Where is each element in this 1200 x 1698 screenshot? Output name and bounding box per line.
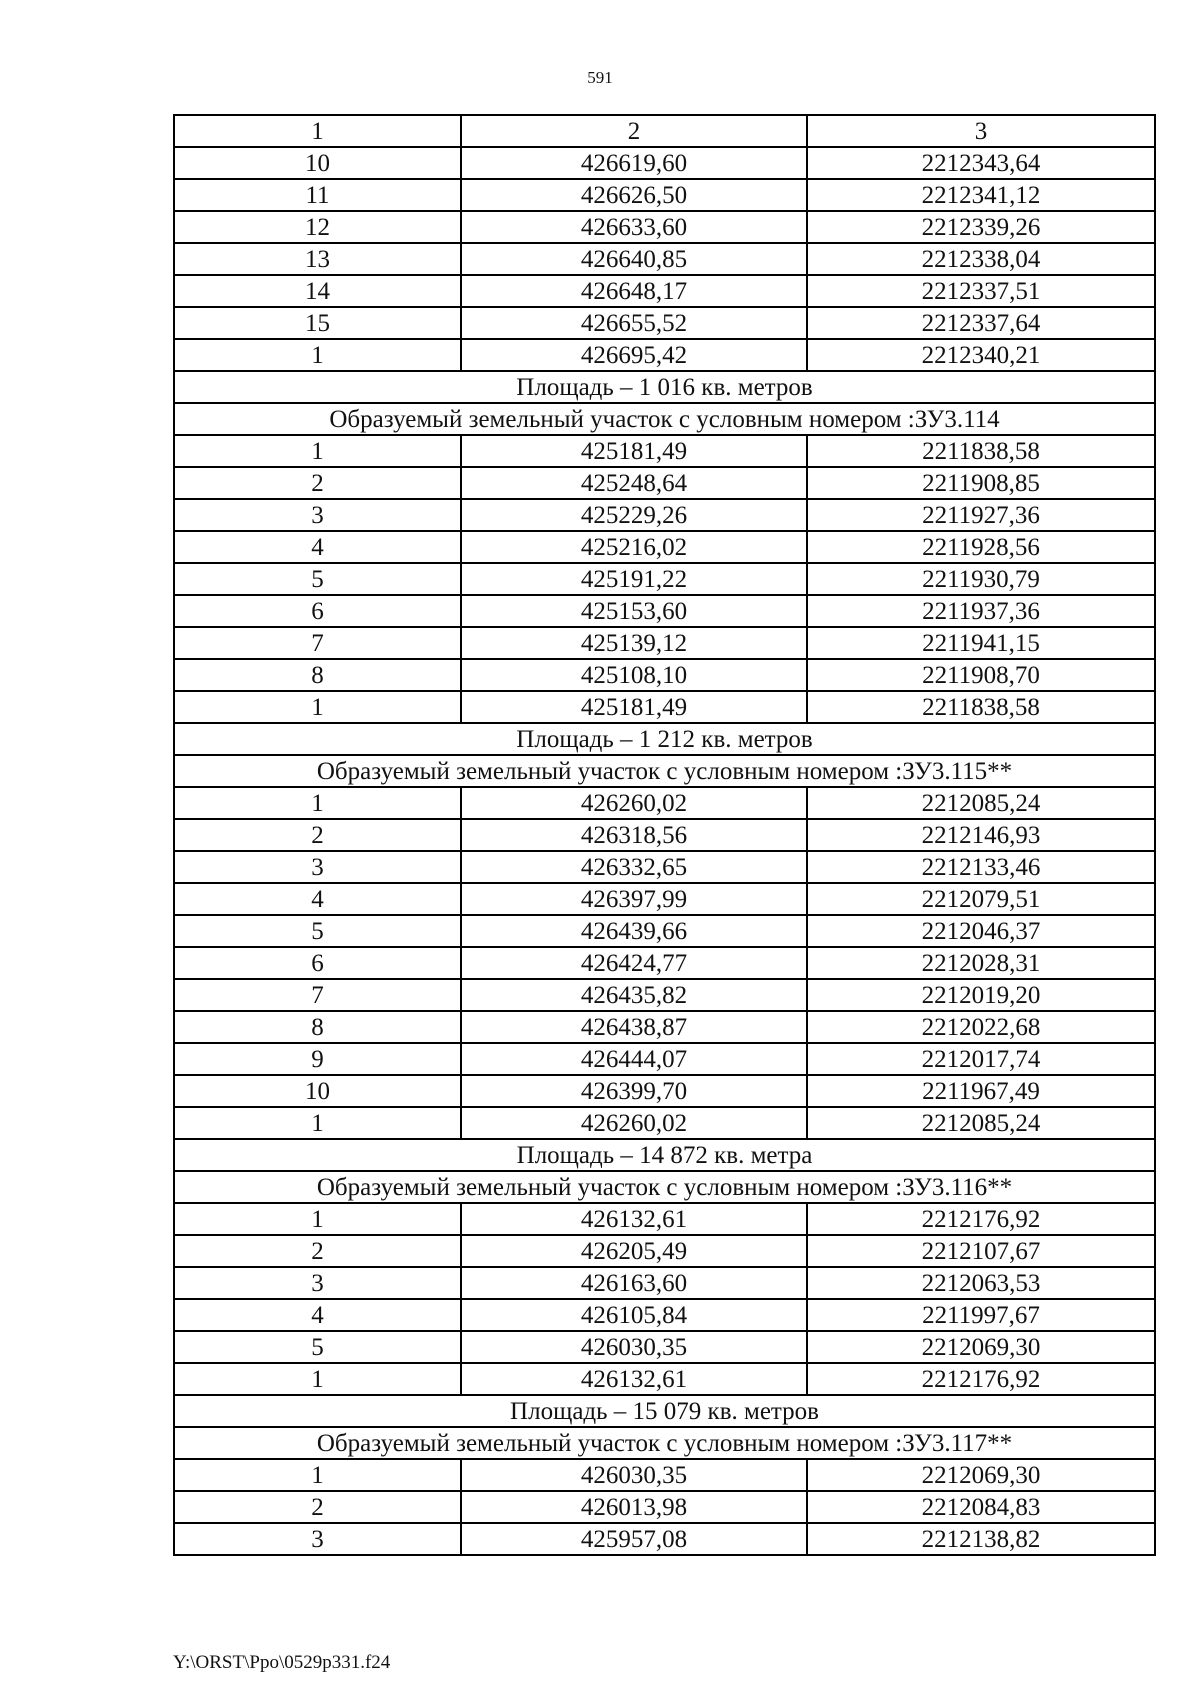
x-coordinate-cell: 426438,87 [461, 1011, 807, 1043]
table-row [174, 1267, 1155, 1299]
point-number-cell: 1 [174, 787, 461, 819]
x-coordinate-cell: 426132,61 [461, 1363, 807, 1395]
y-coordinate-cell: 2211838,58 [807, 435, 1155, 467]
point-number-cell: 10 [174, 147, 461, 179]
table-row [174, 915, 1155, 947]
point-number-cell: 1 [174, 435, 461, 467]
parcel-title: Образуемый земельный участок с условным номером :ЗУ3.114 [174, 403, 1155, 435]
y-coordinate-cell: 2212146,93 [807, 819, 1155, 851]
y-coordinate-cell: 2212107,67 [807, 1235, 1155, 1267]
y-coordinate-cell: 2212337,51 [807, 275, 1155, 307]
area-row [174, 1395, 1155, 1427]
x-coordinate-cell: 425153,60 [461, 595, 807, 627]
x-coordinate-cell: 426205,49 [461, 1235, 807, 1267]
table-row [174, 1523, 1155, 1555]
y-coordinate-cell: 2211930,79 [807, 563, 1155, 595]
x-coordinate-cell: 426626,50 [461, 179, 807, 211]
table-row [174, 1107, 1155, 1139]
area-value: Площадь – 1 016 кв. метров [174, 371, 1155, 403]
x-coordinate-cell: 426132,61 [461, 1203, 807, 1235]
point-number-cell: 10 [174, 1075, 461, 1107]
y-coordinate-cell: 2212338,04 [807, 243, 1155, 275]
y-coordinate-cell: 2212176,92 [807, 1363, 1155, 1395]
x-coordinate-cell: 426260,02 [461, 787, 807, 819]
table-row [174, 563, 1155, 595]
x-coordinate-cell: 426163,60 [461, 1267, 807, 1299]
table-row [174, 851, 1155, 883]
table-row [174, 1331, 1155, 1363]
y-coordinate-cell: 2212337,64 [807, 307, 1155, 339]
column-number-3: 3 [807, 115, 1155, 147]
point-number-cell: 3 [174, 499, 461, 531]
x-coordinate-cell: 426013,98 [461, 1491, 807, 1523]
table-row [174, 883, 1155, 915]
table-row [174, 787, 1155, 819]
point-number-cell: 4 [174, 883, 461, 915]
x-coordinate-cell: 426260,02 [461, 1107, 807, 1139]
table-row [174, 1459, 1155, 1491]
point-number-cell: 1 [174, 691, 461, 723]
table-row [174, 243, 1155, 275]
table-row [174, 179, 1155, 211]
point-number-cell: 2 [174, 819, 461, 851]
table-row [174, 947, 1155, 979]
point-number-cell: 5 [174, 1331, 461, 1363]
table-row [174, 1011, 1155, 1043]
parcel-title-row [174, 403, 1155, 435]
point-number-cell: 14 [174, 275, 461, 307]
y-coordinate-cell: 2212343,64 [807, 147, 1155, 179]
parcel-title: Образуемый земельный участок с условным номером :ЗУ3.117** [174, 1427, 1155, 1459]
x-coordinate-cell: 426424,77 [461, 947, 807, 979]
area-row [174, 371, 1155, 403]
y-coordinate-cell: 2212085,24 [807, 787, 1155, 819]
point-number-cell: 12 [174, 211, 461, 243]
y-coordinate-cell: 2211928,56 [807, 531, 1155, 563]
x-coordinate-cell: 426655,52 [461, 307, 807, 339]
x-coordinate-cell: 425248,64 [461, 467, 807, 499]
x-coordinate-cell: 425181,49 [461, 691, 807, 723]
x-coordinate-cell: 425229,26 [461, 499, 807, 531]
y-coordinate-cell: 2212022,68 [807, 1011, 1155, 1043]
coordinates-table-body [174, 115, 1155, 1555]
point-number-cell: 3 [174, 1267, 461, 1299]
point-number-cell: 1 [174, 1203, 461, 1235]
table-row [174, 1491, 1155, 1523]
parcel-title: Образуемый земельный участок с условным номером :ЗУ3.115** [174, 755, 1155, 787]
point-number-cell: 2 [174, 1491, 461, 1523]
table-row [174, 307, 1155, 339]
point-number-cell: 6 [174, 947, 461, 979]
table-row [174, 1235, 1155, 1267]
table-row [174, 147, 1155, 179]
y-coordinate-cell: 2212176,92 [807, 1203, 1155, 1235]
x-coordinate-cell: 425139,12 [461, 627, 807, 659]
y-coordinate-cell: 2212019,20 [807, 979, 1155, 1011]
x-coordinate-cell: 425108,10 [461, 659, 807, 691]
point-number-cell: 6 [174, 595, 461, 627]
point-number-cell: 8 [174, 659, 461, 691]
point-number-cell: 1 [174, 1459, 461, 1491]
y-coordinate-cell: 2212028,31 [807, 947, 1155, 979]
point-number-cell: 2 [174, 1235, 461, 1267]
point-number-cell: 2 [174, 467, 461, 499]
file-path-footer: Y:\ORST\Ppo\0529p331.f24 [173, 1652, 391, 1673]
y-coordinate-cell: 2211997,67 [807, 1299, 1155, 1331]
column-number-1: 1 [174, 115, 461, 147]
y-coordinate-cell: 2212079,51 [807, 883, 1155, 915]
y-coordinate-cell: 2212069,30 [807, 1331, 1155, 1363]
y-coordinate-cell: 2212340,21 [807, 339, 1155, 371]
x-coordinate-cell: 426030,35 [461, 1459, 807, 1491]
table-row [174, 499, 1155, 531]
point-number-cell: 11 [174, 179, 461, 211]
y-coordinate-cell: 2212063,53 [807, 1267, 1155, 1299]
y-coordinate-cell: 2212133,46 [807, 851, 1155, 883]
table-row [174, 1203, 1155, 1235]
y-coordinate-cell: 2212341,12 [807, 179, 1155, 211]
point-number-cell: 4 [174, 531, 461, 563]
y-coordinate-cell: 2212046,37 [807, 915, 1155, 947]
point-number-cell: 15 [174, 307, 461, 339]
y-coordinate-cell: 2212084,83 [807, 1491, 1155, 1523]
point-number-cell: 9 [174, 1043, 461, 1075]
x-coordinate-cell: 426444,07 [461, 1043, 807, 1075]
coordinates-table [173, 114, 1156, 1556]
parcel-title: Образуемый земельный участок с условным номером :ЗУ3.116** [174, 1171, 1155, 1203]
point-number-cell: 7 [174, 627, 461, 659]
point-number-cell: 3 [174, 1523, 461, 1555]
area-row [174, 1139, 1155, 1171]
x-coordinate-cell: 426435,82 [461, 979, 807, 1011]
x-coordinate-cell: 426619,60 [461, 147, 807, 179]
table-row [174, 979, 1155, 1011]
x-coordinate-cell: 426640,85 [461, 243, 807, 275]
x-coordinate-cell: 426399,70 [461, 1075, 807, 1107]
y-coordinate-cell: 2211937,36 [807, 595, 1155, 627]
y-coordinate-cell: 2211838,58 [807, 691, 1155, 723]
y-coordinate-cell: 2211908,70 [807, 659, 1155, 691]
table-row [174, 211, 1155, 243]
y-coordinate-cell: 2212017,74 [807, 1043, 1155, 1075]
table-row [174, 691, 1155, 723]
point-number-cell: 13 [174, 243, 461, 275]
point-number-cell: 1 [174, 339, 461, 371]
area-value: Площадь – 1 212 кв. метров [174, 723, 1155, 755]
x-coordinate-cell: 426648,17 [461, 275, 807, 307]
point-number-cell: 3 [174, 851, 461, 883]
x-coordinate-cell: 426318,56 [461, 819, 807, 851]
parcel-title-row [174, 755, 1155, 787]
page-number: 591 [587, 68, 613, 87]
table-row [174, 339, 1155, 371]
parcel-title-row [174, 1171, 1155, 1203]
table-row [174, 467, 1155, 499]
y-coordinate-cell: 2211967,49 [807, 1075, 1155, 1107]
table-row [174, 1075, 1155, 1107]
x-coordinate-cell: 426030,35 [461, 1331, 807, 1363]
table-row [174, 1299, 1155, 1331]
table-row [174, 659, 1155, 691]
point-number-cell: 4 [174, 1299, 461, 1331]
area-value: Площадь – 15 079 кв. метров [174, 1395, 1155, 1427]
x-coordinate-cell: 425216,02 [461, 531, 807, 563]
table-row [174, 819, 1155, 851]
x-coordinate-cell: 426105,84 [461, 1299, 807, 1331]
table-row [174, 627, 1155, 659]
table-row [174, 275, 1155, 307]
column-number-row [174, 115, 1155, 147]
point-number-cell: 1 [174, 1363, 461, 1395]
y-coordinate-cell: 2212085,24 [807, 1107, 1155, 1139]
point-number-cell: 5 [174, 915, 461, 947]
y-coordinate-cell: 2212069,30 [807, 1459, 1155, 1491]
area-value: Площадь – 14 872 кв. метра [174, 1139, 1155, 1171]
y-coordinate-cell: 2211908,85 [807, 467, 1155, 499]
x-coordinate-cell: 426439,66 [461, 915, 807, 947]
point-number-cell: 8 [174, 1011, 461, 1043]
point-number-cell: 7 [174, 979, 461, 1011]
parcel-title-row [174, 1427, 1155, 1459]
x-coordinate-cell: 425181,49 [461, 435, 807, 467]
x-coordinate-cell: 426695,42 [461, 339, 807, 371]
area-row [174, 723, 1155, 755]
column-number-2: 2 [461, 115, 807, 147]
point-number-cell: 5 [174, 563, 461, 595]
point-number-cell: 1 [174, 1107, 461, 1139]
table-row [174, 1363, 1155, 1395]
table-row [174, 595, 1155, 627]
table-row [174, 1043, 1155, 1075]
x-coordinate-cell: 425957,08 [461, 1523, 807, 1555]
x-coordinate-cell: 426397,99 [461, 883, 807, 915]
table-row [174, 435, 1155, 467]
x-coordinate-cell: 426633,60 [461, 211, 807, 243]
x-coordinate-cell: 426332,65 [461, 851, 807, 883]
y-coordinate-cell: 2212339,26 [807, 211, 1155, 243]
y-coordinate-cell: 2212138,82 [807, 1523, 1155, 1555]
table-row [174, 531, 1155, 563]
x-coordinate-cell: 425191,22 [461, 563, 807, 595]
y-coordinate-cell: 2211941,15 [807, 627, 1155, 659]
y-coordinate-cell: 2211927,36 [807, 499, 1155, 531]
